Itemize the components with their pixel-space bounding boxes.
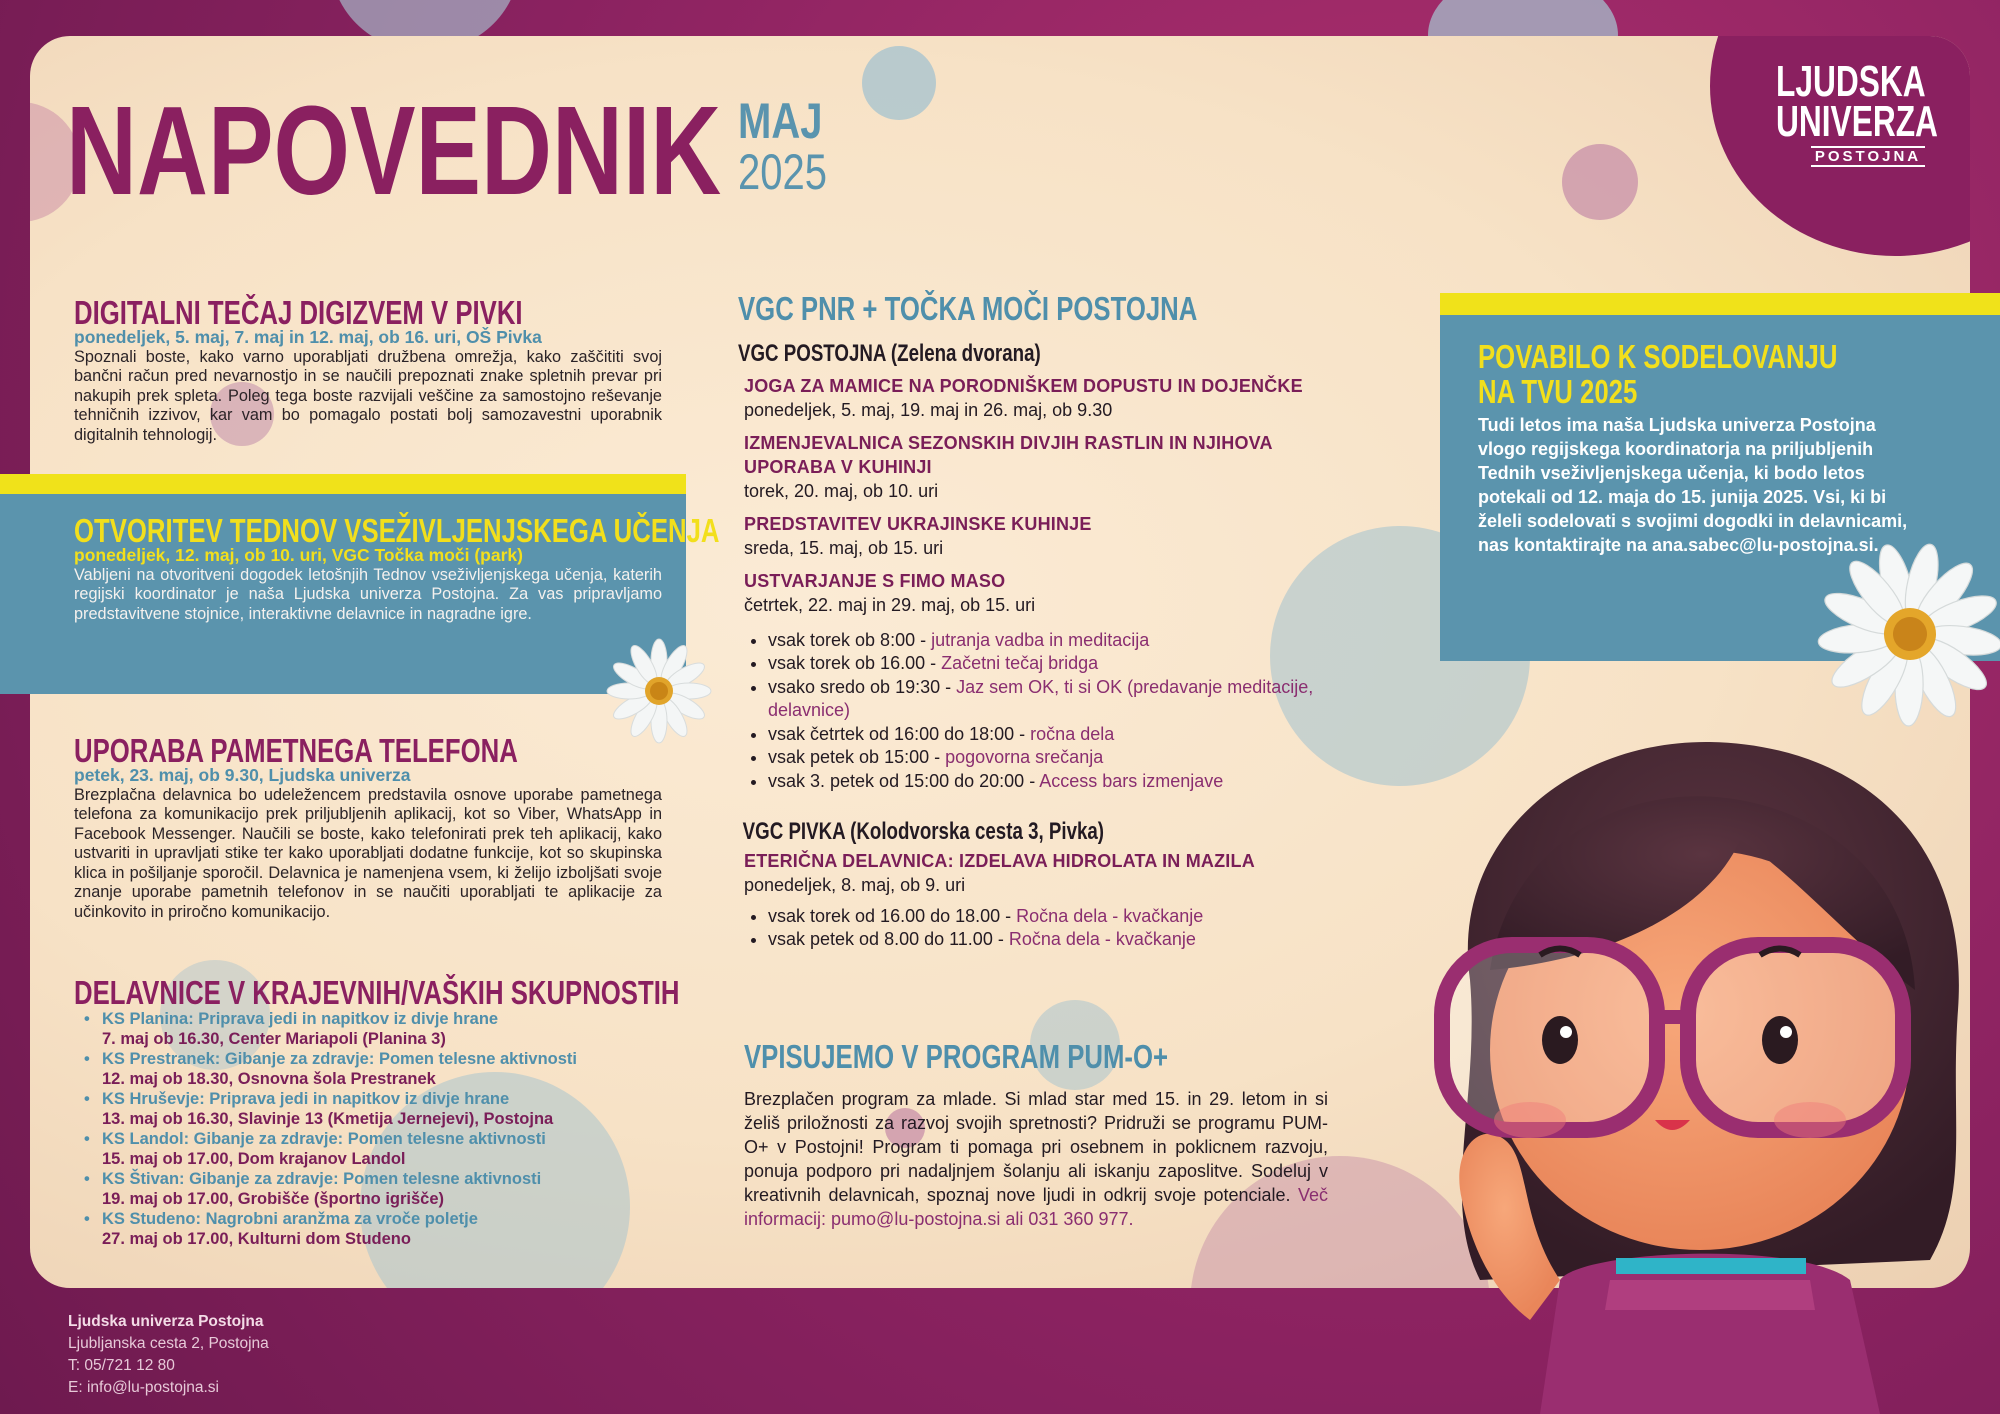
ks-item-title: • KS Štivan: Gibanje za zdravje: Pomen telesne aktivnosti <box>102 1169 542 1188</box>
section-body: Brezplačna delavnica bo udeležencem predstavila osnove uporabe pametnega telefona za komunikacijo prek priljubljenih aplikacij, kot so Viber, WhatsApp in Facebook Messenger. Naučili se boste, kako telefonirati prek teh aplikacij, kako ustvariti in upravljati stike ter kako uporabljati dodatne funkcije, kot so skupinska klica in pošiljanje sporočil. Delavnica je namenjena vsem, ki želijo izboljšati svoje znanje uporabe pametnih telefonov in se naučiti uporabljati te aplikacije za učinkovito in priročno komunikacijo. <box>74 785 662 921</box>
vgc-postojna-events <box>738 374 1328 617</box>
digi-section <box>74 296 662 445</box>
ks-item-title: • KS Hruševje: Priprava jedi in napitkov iz divje hrane <box>102 1089 510 1108</box>
item-time: vsak torek ob 16.00 - <box>768 653 942 674</box>
item-time: vsak petek od 8.00 do 11.00 - <box>768 929 1009 950</box>
list-item <box>768 746 1328 770</box>
event-date: sreda, 15. maj, ob 15. uri <box>744 537 944 558</box>
item-activity: Access bars izmenjave <box>1039 770 1224 791</box>
ks-item-when: 13. maj ob 16.30, Slavinje 13 (Kmetija Jernejevi), Postojna <box>102 1109 554 1128</box>
ks-item <box>102 1169 694 1209</box>
pumo-body <box>744 1087 1328 1231</box>
ks-item-when: 15. maj ob 17.00, Dom krajanov Landol <box>102 1149 406 1168</box>
list-item <box>768 629 1328 653</box>
event-title: IZMENJEVALNICA SEZONSKIH DIVJIH RASTLIN IN NJIHOVA UPORABA V KUHINJI <box>744 432 1273 477</box>
daisy-icon <box>604 636 714 746</box>
event-item <box>744 569 1328 617</box>
item-activity: Ročna dela - kvačkanje <box>1008 929 1196 950</box>
item-activity: Ročna dela - kvačkanje <box>1016 905 1204 926</box>
ks-item-title: • KS Studeno: Nagrobni aranžma za vroče poletje <box>102 1209 478 1228</box>
ks-item-when: 12. maj ob 18.30, Osnovna šola Prestranek <box>102 1069 436 1088</box>
phone-section <box>74 734 662 922</box>
invite-body: Tudi letos ima naša Ljudska univerza Postojna vlogo regijskega koordinatorja na priljubljenih Tednih vseživljenjskega učenja, ki bodo letos potekali od 12. maja do 15. junija 2025. Vsi, ki bi želeli sodelovati s svojimi dogodki in delavnicami, nas kontaktirajte na ana.sabec@lu-postojna.si. <box>1478 415 1908 556</box>
vgc-pivka-weekly <box>738 905 1328 952</box>
list-item <box>768 676 1328 723</box>
invite-section <box>1478 340 1928 557</box>
ks-item <box>102 1049 694 1089</box>
logo-line2: UNIVERZA <box>1776 97 1938 146</box>
section-title: VGC PNR + TOČKA MOČI POSTOJNA <box>738 290 1198 327</box>
month: MAJ <box>738 93 823 149</box>
year: 2025 <box>738 144 827 200</box>
list-item <box>768 770 1328 794</box>
event-date: torek, 20. maj, ob 10. uri <box>744 480 939 501</box>
ks-item-when: 19. maj ob 17.00, Grobišče (športno igrišče) <box>102 1189 445 1208</box>
ks-item-when: 27. maj ob 17.00, Kulturni dom Studeno <box>102 1229 411 1248</box>
item-activity: jutranja vadba in meditacija <box>931 629 1150 650</box>
vgc-postojna-title: VGC POSTOJNA (Zelena dvorana) <box>738 339 1041 367</box>
section-body: Spoznali boste, kako varno uporabljati družbena omrežja, kako zaščititi svoj bančni račun pred nevarnostjo in se naučili prepoznati znake spletnih prevar pri nakupih prek spleta. Poleg tega boste razvijali veščine za samostojno reševanje tehničnih izzivov, kar vam bo pomagalo postati bolj samozavestni uporabnik digitalnih tehnologij. <box>74 347 662 444</box>
event-title: USTVARJANJE S FIMO MASO <box>744 570 1006 591</box>
list-item <box>768 652 1328 676</box>
ks-section <box>74 976 694 1249</box>
item-time: vsak četrtek od 16:00 do 18:00 - <box>768 723 1031 744</box>
yellow-bar <box>1440 293 2000 315</box>
ks-item-title: • KS Planina: Priprava jedi in napitkov iz divje hrane <box>102 1009 499 1028</box>
ks-item-when: 7. maj ob 16.30, Center Mariapoli (Planina 3) <box>102 1029 446 1048</box>
item-time: vsako sredo ob 19:30 - <box>768 676 957 697</box>
pivka-event-date: ponedeljek, 8. maj, ob 9. uri <box>744 874 966 895</box>
invite-title-2: NA TVU 2025 <box>1478 372 1638 410</box>
section-body: Vabljeni na otvoritveni dogodek letošnjih Tednov vseživljenjskega učenja, katerih regijski koordinator je naša Ljudska univerza Postojna. Za vas pripravljamo predstavitvene stojnice, interaktivne delavnice in nagradne igre. <box>74 565 662 623</box>
ks-list <box>74 1009 694 1249</box>
deco-bubble <box>1562 144 1638 220</box>
pivka-event-title: ETERIČNA DELAVNICA: IZDELAVA HIDROLATA IN MAZILA <box>744 850 1255 871</box>
footer <box>68 1311 269 1399</box>
section-subtitle: ponedeljek, 12. maj, ob 10. uri, VGC Točka moči (park) <box>74 544 523 565</box>
vgc-section <box>738 292 1328 952</box>
item-activity: pogovorna srečanja <box>945 747 1104 768</box>
section-title: DELAVNICE V KRAJEVNIH/VAŠKIH SKUPNOSTIH <box>74 974 680 1011</box>
item-activity: Začetni tečaj bridga <box>941 653 1099 674</box>
item-activity: Jaz sem OK, ti si OK (predavanje meditacije, delavnice) <box>768 676 1314 721</box>
pumo-section <box>744 1040 1328 1231</box>
item-time: vsak petek ob 15:00 - <box>768 747 946 768</box>
section-title: VPISUJEMO V PROGRAM PUM-O+ <box>744 1038 1169 1075</box>
logo[interactable] <box>1776 57 1948 167</box>
footer-phone[interactable]: T: 05/721 12 80 <box>68 1357 175 1374</box>
page-title: NAPOVEDNIK <box>66 80 722 221</box>
section-title: UPORABA PAMETNEGA TELEFONA <box>74 732 518 769</box>
item-time: vsak 3. petek od 15:00 do 20:00 - <box>768 770 1040 791</box>
month-label <box>738 93 827 200</box>
list-item <box>768 905 1328 929</box>
daisy-icon <box>1810 530 2000 740</box>
ks-item-title: • KS Prestranek: Gibanje za zdravje: Pomen telesne aktivnosti <box>102 1049 578 1068</box>
item-time: vsak torek od 16.00 do 18.00 - <box>768 905 1017 926</box>
item-time: vsak torek ob 8:00 - <box>768 629 932 650</box>
vgc-postojna-weekly <box>738 629 1328 794</box>
girl-illustration <box>1410 720 2000 1414</box>
footer-address: Ljubljanska cesta 2, Postojna <box>68 1335 269 1352</box>
section-subtitle: petek, 23. maj, ob 9.30, Ljudska univerza <box>74 764 411 785</box>
ks-item-title: • KS Landol: Gibanje za zdravje: Pomen telesne aktivnosti <box>102 1129 546 1148</box>
event-title: PREDSTAVITEV UKRAJINSKE KUHINJE <box>744 513 1092 534</box>
list-item <box>768 928 1328 952</box>
footer-email[interactable]: E: info@lu-postojna.si <box>68 1379 220 1396</box>
ks-item <box>102 1009 694 1049</box>
event-date: četrtek, 22. maj in 29. maj, ob 15. uri <box>744 594 1036 615</box>
deco-bubble <box>862 46 936 120</box>
pumo-text: Brezplačen program za mlade. Si mlad star med 15. in 29. letom in si želiš priložnosti za razvoj svojih spretnosti? Pridruži se programu PUM-O+ v Postojni! Program ti pomaga pri osebnem in poklicnem razvoju, ponuja podporo pri nadaljnjem šolanju ali iskanju zaposlitve. Sodeluj v kreativnih delavnicah, spoznaj nove ljudi in odkrij svoje potenciale. <box>744 1088 1328 1205</box>
ks-item <box>102 1129 694 1169</box>
item-activity: ročna dela <box>1030 723 1115 744</box>
pumo-link[interactable]: Več informacij: pumo@lu-postojna.si ali 031 360 977. <box>744 1184 1328 1229</box>
vgc-pivka-title: VGC PIVKA (Kolodvorska cesta 3, Pivka) <box>742 818 1105 846</box>
event-item <box>744 512 1328 560</box>
event-title: JOGA ZA MAMICE NA PORODNIŠKEM DOPUSTU IN DOJENČKE <box>744 375 1303 396</box>
footer-org: Ljudska univerza Postojna <box>68 1313 264 1330</box>
ks-item <box>102 1209 694 1249</box>
section-title: OTVORITEV TEDNOV VSEŽIVLJENJSKEGA UČENJA <box>74 512 720 549</box>
ks-item <box>102 1089 694 1129</box>
event-date: ponedeljek, 5. maj, 19. maj in 26. maj, ob 9.30 <box>744 399 1113 420</box>
section-title: DIGITALNI TEČAJ DIGIZVEM V PIVKI <box>74 294 523 331</box>
list-item <box>768 723 1328 747</box>
logo-line1: LJUDSKA <box>1776 57 1926 106</box>
event-item <box>744 431 1328 503</box>
event-item <box>744 374 1328 422</box>
logo-line3: POSTOJNA <box>1811 146 1925 167</box>
invite-title-1: POVABILO K SODELOVANJU <box>1478 338 1838 375</box>
section-subtitle: ponedeljek, 5. maj, 7. maj in 12. maj, ob 16. uri, OŠ Pivka <box>74 326 542 347</box>
tvu-section <box>74 512 720 624</box>
yellow-bar <box>0 474 686 494</box>
